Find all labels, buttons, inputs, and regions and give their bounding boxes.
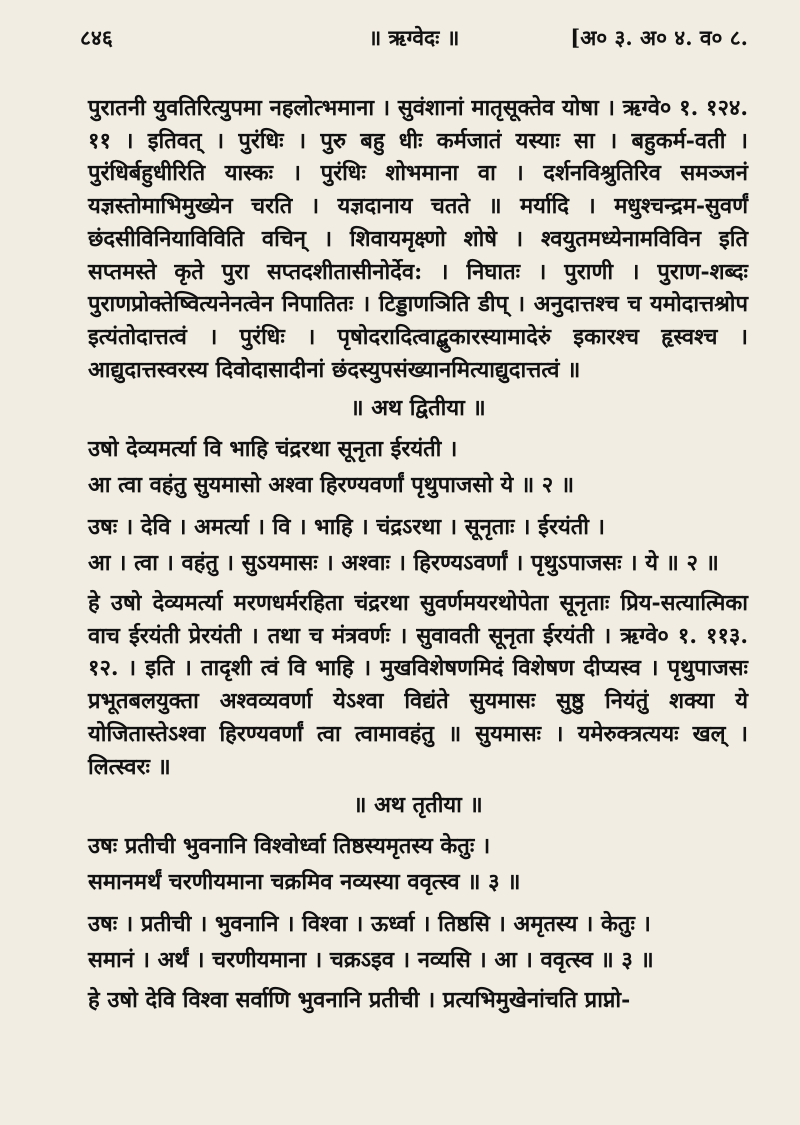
verse-line: आ त्वा वहंतु सुयमासो अश्वा हिरण्यवर्णां पृथुपाजसो ये ॥ २ ॥ (88, 472, 575, 499)
page-header (80, 18, 748, 58)
verse-text (88, 828, 748, 900)
pada-line: उषः । प्रतीची । भुवनानि । विश्वा । ऊर्ध्वा । तिष्ठसि । अमृतस्य । केतुः । (88, 910, 651, 937)
verse-line: उषः प्रतीची भुवनानि विश्वोर्ध्वा तिष्ठस्यमृतस्य केतुः । (88, 832, 491, 859)
pada-text (88, 906, 748, 978)
pada-text (88, 509, 748, 581)
page-body (88, 92, 748, 1017)
section-reference: [अ० ३. अ० ४. व० ८. (570, 25, 748, 50)
pada-line: समानं । अर्थं । चरणीयमाना । चक्रऽइव । नव्यसि । आ । ववृत्स्व ॥ ३ ॥ (88, 946, 654, 973)
section-heading: ॥ अथ तृतीया ॥ (353, 792, 483, 819)
page-number: ८४६ (80, 25, 113, 50)
running-title: ॥ ऋग्वेदः ॥ (368, 25, 460, 50)
section-heading: ॥ अथ द्वितीया ॥ (350, 395, 486, 422)
commentary-paragraph: पुरातनी युवतिरित्युपमा नहलोत्भमाना । सुवंशानां मातृसूक्तेव योषा । ऋग्वे० १. १२४. ११ । इतिवत् । पुरंधिः । पुरु बहु धीः कर्मजातं यस्याः सा । बहुकर्म-वती । पुरंधिर्बहुधीरिति यास्कः । पुरंधिः शोभमाना वा । दर्शनविश्रुतिरिव समञ्जनं यज्ञस्तोमाभिमुख्येन चरति । यज्ञदानाय चतते ॥ मर्यादि । मधुश्चन्द्रम-सुवर्णं छंदसीविनियाविविति वचिन् । शिवायमृक्ष्णो शोषे । श्वयुतमध्येनामविविन इति सप्तमस्ते कृते पुरा सप्तदशीतासीनोर्देव: । निघातः । पुराणी । पुराण-शब्दः पुराणप्रोक्तेष्वित्यनेनत्वेन निपातितः । टिड्डाणञिति डीप् । अनुदात्तश्च च यमोदात्तश्रोप इत्यंतोदात्तत्वं । पुरंधिः । पृषोदरादित्वाद्बुकारस्यामादेरुं इकारश्च हृस्वश्च । आद्युदात्तस्वरस्य दिवोदासादीनां छंदस्युपसंख्यानमित्याद्युदात्तत्वं ॥ (88, 95, 748, 383)
verse-text (88, 431, 748, 503)
pada-line: आ । त्वा । वहंतु । सुऽयमासः । अश्वाः । हिरण्यऽवर्णां । पृथुऽपाजसः । ये ॥ २ ॥ (88, 550, 719, 577)
pada-line: उषः । देवि । अमर्त्या । वि । भाहि । चंद्रऽरथा । सूनृताः । ईरयंती । (88, 514, 605, 541)
verse-line: समानमर्थं चरणीयमाना चक्रमिव नव्यस्या ववृत्स्व ॥ ३ ॥ (88, 868, 521, 895)
verse-line: उषो देव्यमर्त्या वि भाहि चंद्ररथा सूनृता ईरयंती । (88, 436, 458, 463)
commentary-paragraph: हे उषो देव्यमर्त्या मरणधर्मरहिता चंद्ररथा सुवर्णमयरथोपेता सूनृताः प्रिय-सत्यात्मिका वाच ईरयंती प्रेरयंती । तथा च मंत्रवर्णः । सुवावती सूनृता ईरयंती । ऋग्वे० १. ११३. १२. । इति । तादृशी त्वं वि भाहि । मुखविशेषणमिदं विशेषण दीप्यस्व । पृथुपाजसः प्रभूतबलयुक्ता अश्वव्यवर्णा येऽश्वा विद्यंते सुयमासः सुष्ठु नियंतुं शक्या ये योजितास्तेऽश्वा हिरण्यवर्णां त्वा त्वामावहंतु ॥ सुयमासः । यमेरुक्त्रत्ययः खल् । लित्स्वरः ॥ (88, 590, 748, 780)
commentary-paragraph: हे उषो देवि विश्वा सर्वाणि भुवनानि प्रतीची । प्रत्यभिमुखेनांचति प्राप्नो- (88, 986, 631, 1013)
